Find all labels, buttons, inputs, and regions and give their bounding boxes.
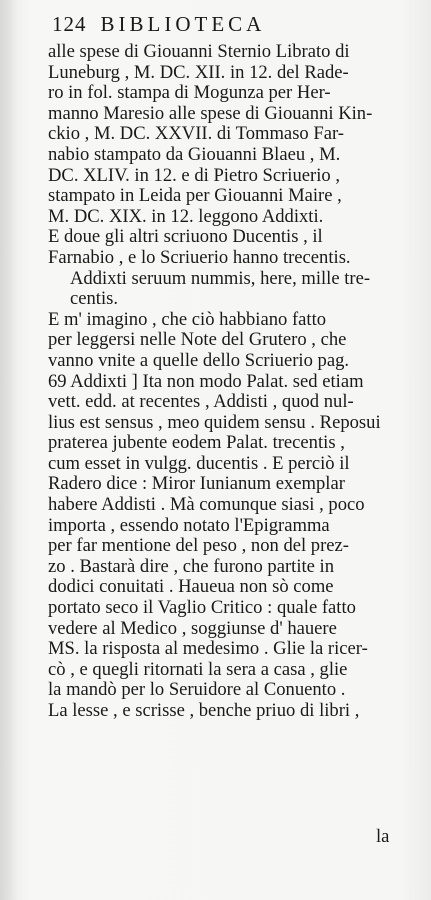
- text-line: 69 Addixti ] Ita non modo Palat. sed etiam: [48, 370, 364, 392]
- text-line: per leggersi nelle Note del Grutero , che: [48, 329, 347, 351]
- text-line: vedere al Medico , soggiunse d' hauere: [48, 617, 337, 639]
- body-text: [48, 42, 418, 722]
- text-line: habere Addisti . Mà comunque siasi , poco: [48, 494, 365, 516]
- text-line: DC. XLIV. in 12. e di Pietro Scriuerio ,: [48, 164, 340, 186]
- text-line: per far mentione del peso , non del prez-: [48, 535, 349, 557]
- text-line: Radero dice : Miror Iunianum exemplar: [48, 473, 345, 495]
- text-line: La lesse , e scrisse , benche priuo di libri ,: [48, 700, 360, 721]
- text-line: dodici conuitati . Haueua non sò come: [48, 576, 334, 598]
- text-line: alle spese di Giouanni Sternio Librato di: [48, 41, 350, 62]
- text-line: vanno vnite a quelle dello Scriuerio pag.: [48, 349, 350, 371]
- text-line: importa , essendo notato l'Epigramma: [48, 514, 330, 536]
- text-line: manno Maresio alle spese di Giouanni Kin-: [48, 102, 373, 124]
- text-line: cò , e quegli ritornati la sera a casa , glie: [48, 658, 348, 680]
- text-line: la mandò per lo Seruidore al Conuento .: [48, 679, 346, 701]
- text-line: E doue gli altri scriuono Ducentis , il: [48, 226, 323, 248]
- text-line: M. DC. XIX. in 12. leggono Addixti.: [48, 205, 324, 227]
- catchword: la: [376, 826, 390, 847]
- text-line: lius est sensus , meo quidem sensu . Reposui: [48, 411, 381, 433]
- text-line: stampato in Leida per Giouanni Maire ,: [48, 185, 342, 207]
- page-number: 124: [52, 12, 87, 36]
- text-line: Addixti seruum nummis, here, mille tre-: [70, 267, 371, 289]
- text-line: portato seco il Vaglio Critico : quale fatto: [48, 597, 356, 619]
- text-line: zo . Bastarà dire , che furono partite in: [48, 555, 335, 577]
- text-line: nabio stampato da Giouanni Blaeu , M.: [48, 143, 341, 165]
- page-gutter-shadow: [0, 0, 18, 900]
- text-line: MS. la risposta al medesimo . Glie la ricer-: [48, 638, 368, 660]
- text-line: vett. edd. at recentes , Addisti , quod nul-: [48, 391, 354, 413]
- text-line: praterea jubente eodem Palat. trecentis ,: [48, 432, 345, 454]
- text-line: centis.: [70, 288, 119, 310]
- text-line: Farnabio , e lo Scriuerio hanno trecentis.: [48, 246, 351, 268]
- running-title: BIBLIOTECA: [100, 12, 266, 36]
- running-header: [52, 12, 412, 36]
- text-line: ckio , M. DC. XXVII. di Tommaso Far-: [48, 123, 344, 145]
- text-line: E m' imagino , che ciò habbiano fatto: [48, 308, 327, 330]
- text-line: ro in fol. stampa di Mogunza per Her-: [48, 82, 331, 104]
- text-line: Luneburg , M. DC. XII. in 12. del Rade-: [48, 61, 349, 83]
- text-line: cum esset in vulgg. ducentis . E perciò il: [48, 452, 350, 474]
